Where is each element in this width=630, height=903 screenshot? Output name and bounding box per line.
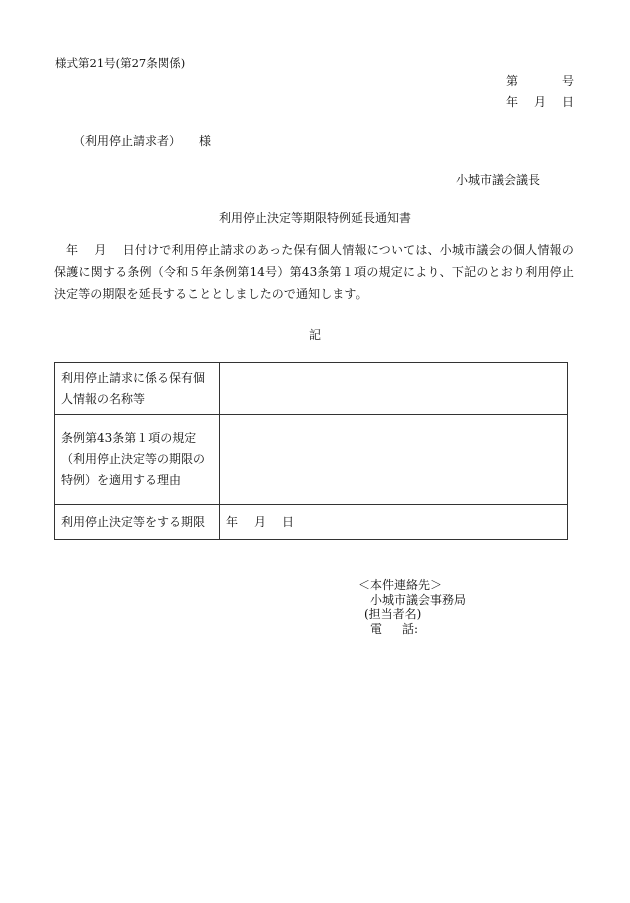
details-table [54, 362, 568, 540]
deadline-month: 月 [254, 514, 267, 529]
row-value [220, 363, 568, 415]
contact-tel [358, 622, 466, 637]
table-row [55, 363, 568, 415]
addressee-honorific: 様 [199, 134, 212, 148]
sender: 小城市議会議長 [456, 173, 541, 187]
document-title: 利用停止決定等期限特例延長通知書 [218, 211, 411, 225]
contact-office: 小城市議会事務局 [370, 592, 467, 607]
document-number [506, 74, 574, 88]
document-number-prefix: 第 [506, 74, 519, 88]
body-paragraph [54, 239, 574, 305]
row-label: 利用停止請求に係る保有個人情報の名称等 [55, 363, 220, 415]
deadline-value [220, 505, 568, 540]
date-month: 月 [534, 95, 547, 109]
ki-marker: 記 [308, 328, 321, 342]
contact-block [358, 578, 466, 636]
table-row [55, 505, 568, 540]
addressee [73, 134, 211, 148]
date-day: 日 [562, 95, 575, 109]
date-year: 年 [506, 95, 519, 109]
deadline-day: 日 [282, 514, 295, 529]
deadline-year: 年 [226, 514, 239, 529]
table-row [55, 415, 568, 505]
tel-label-2: 話: [402, 621, 419, 636]
body-text: 日付けで利用停止請求のあった保有個人情報については、小城市議会の個人情報の保護に関する条例（令和５年条例第14号）第43条第１項の規定により、下記のとおり利用停止決定等の期限を延長することとしましたので通知します。 [54, 243, 574, 301]
row-value [220, 415, 568, 505]
addressee-name: （利用停止請求者） [73, 134, 182, 148]
body-year: 年 [66, 243, 79, 257]
row-label: 条例第43条第１項の規定（利用停止決定等の期限の特例）を適用する理由 [55, 415, 220, 505]
form-number: 様式第21号(第27条関係) [55, 56, 186, 70]
contact-person: (担当者名) [364, 607, 422, 621]
tel-label-1: 電 [370, 621, 383, 636]
row-label: 利用停止決定等をする期限 [55, 505, 220, 540]
body-month: 月 [94, 243, 107, 257]
document-date [506, 95, 574, 109]
contact-heading: ＜本件連絡先＞ [358, 578, 443, 592]
document-number-suffix: 号 [562, 74, 575, 88]
